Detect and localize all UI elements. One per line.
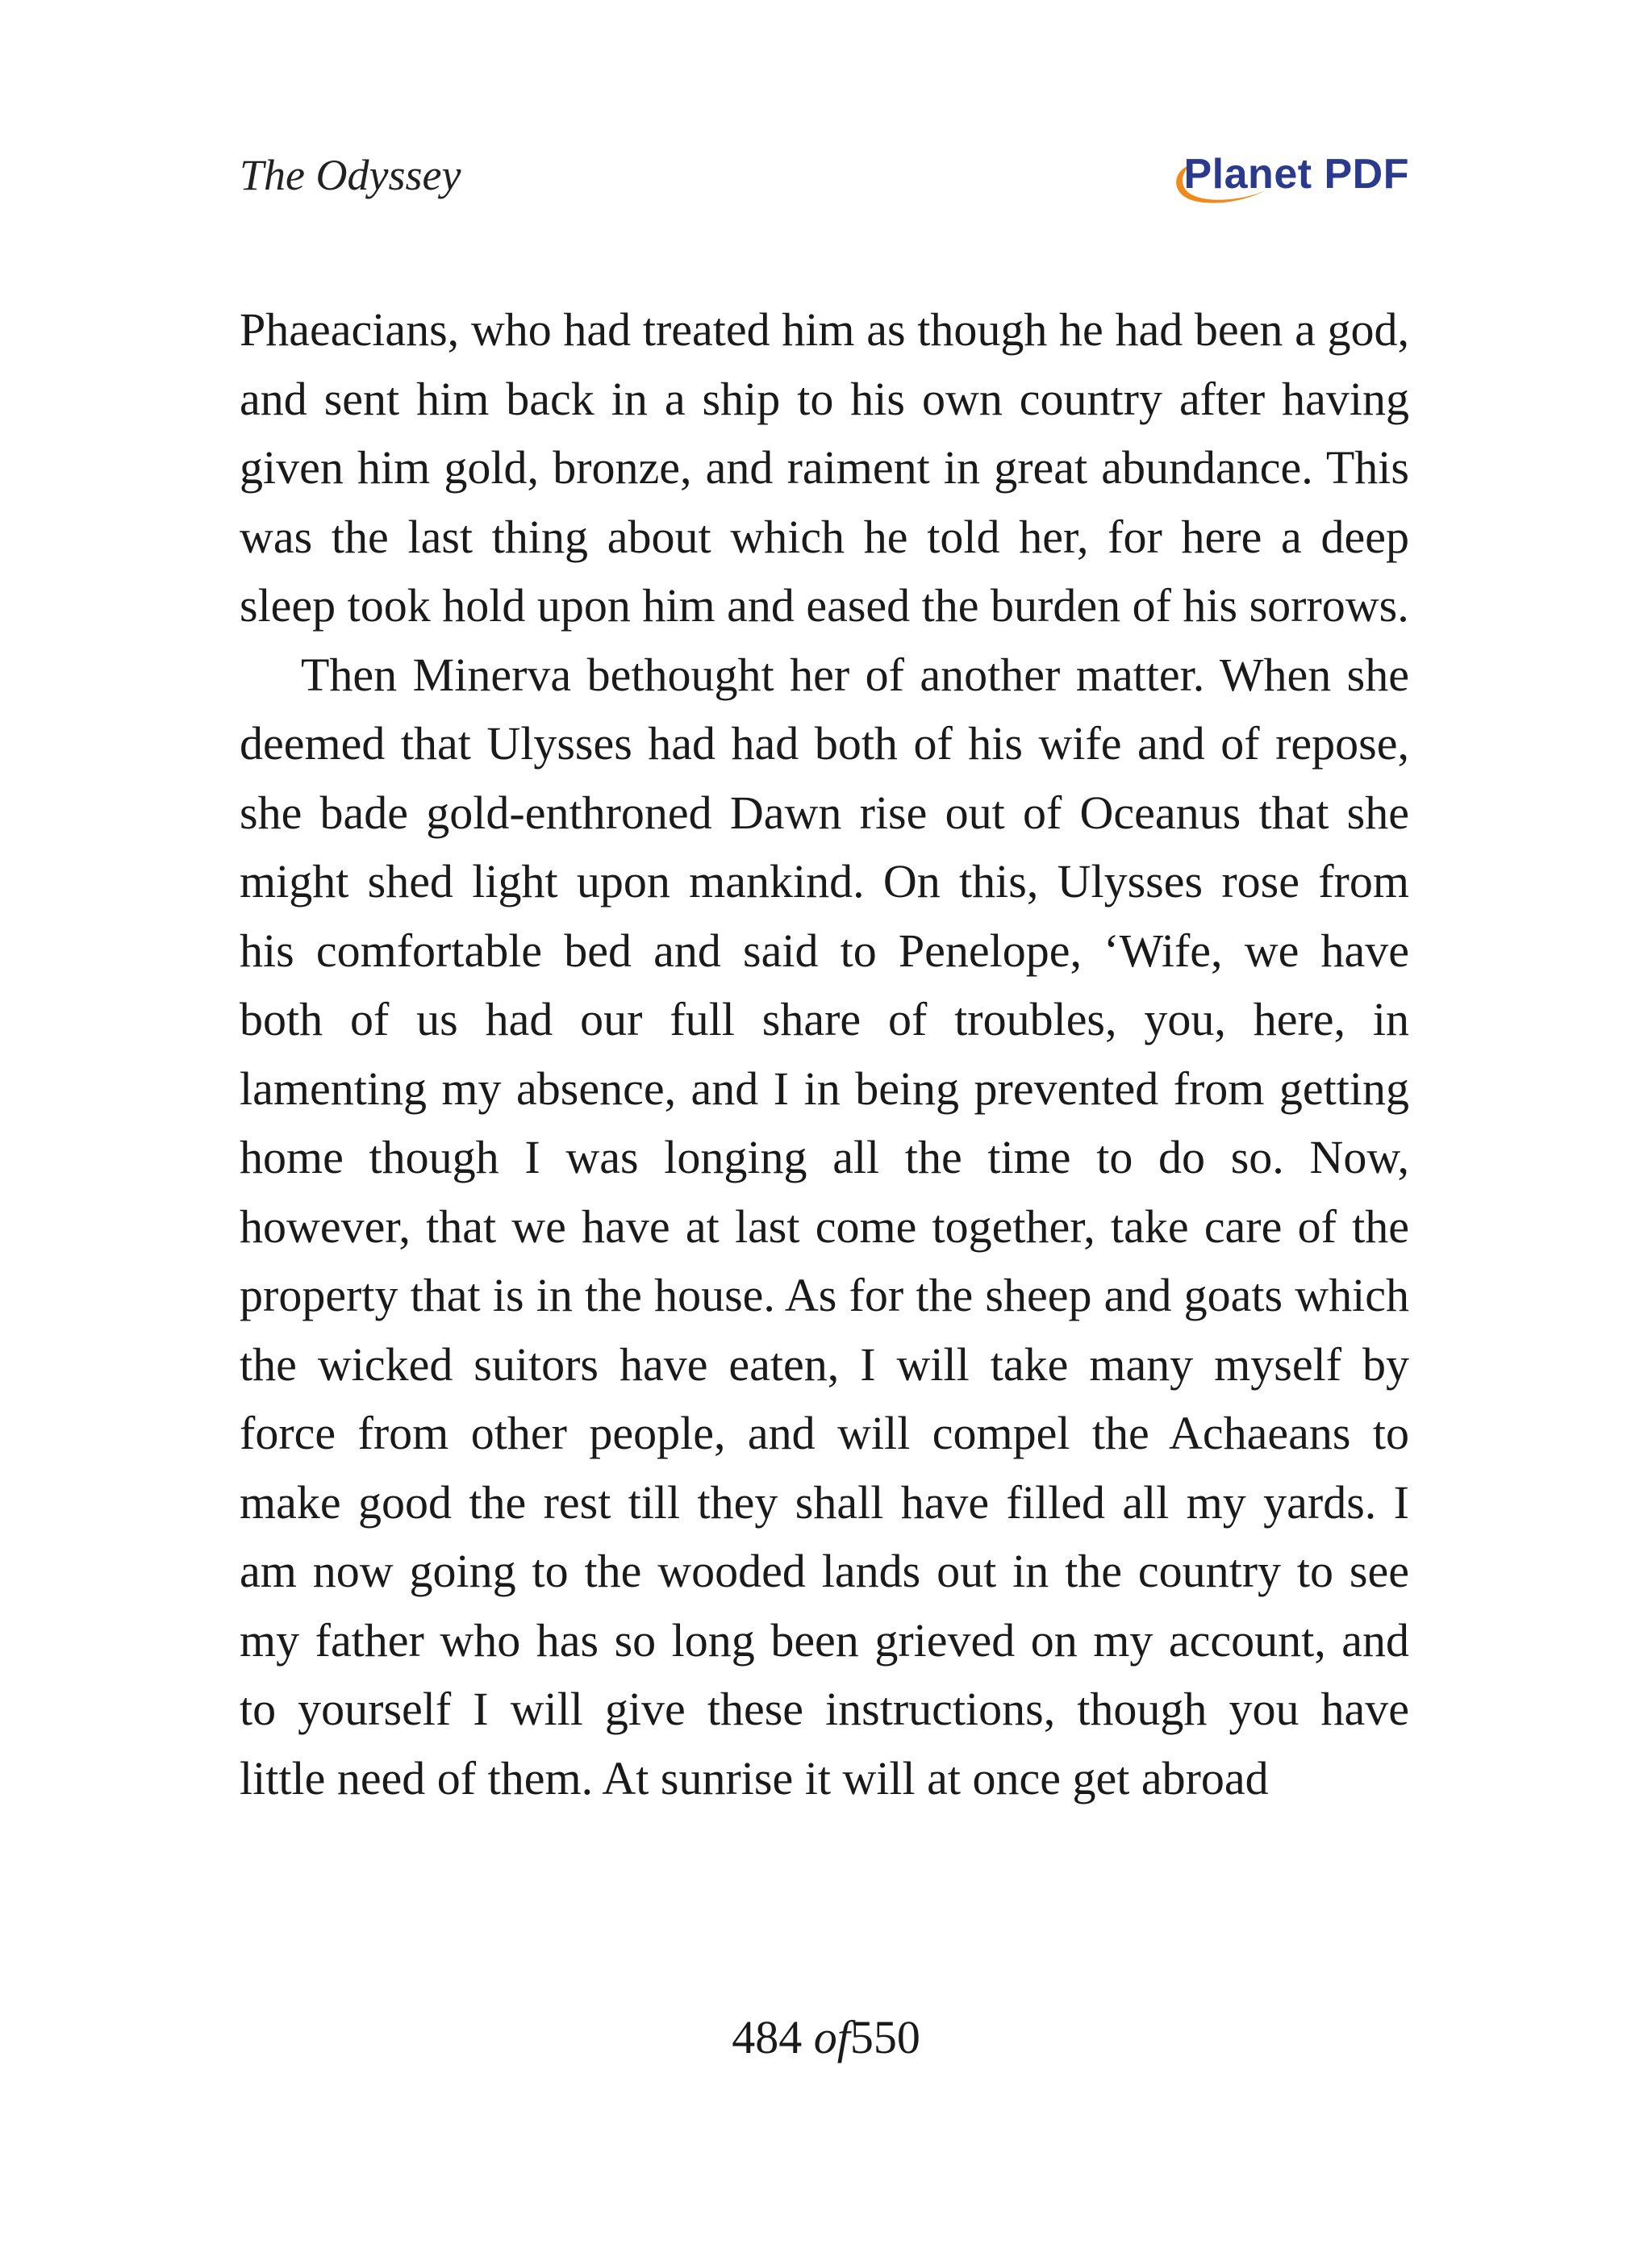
page-body: [240, 295, 1409, 1813]
page-of-label: of: [813, 2011, 850, 2063]
page-header: [240, 144, 1409, 216]
planet-pdf-logo: [1167, 144, 1409, 216]
current-page-number: 484: [732, 2011, 803, 2063]
paragraph: Then Minerva bethought her of another matter. When she deemed that Ulysses had had both of his wife and of repose, she bade gold-enthroned Dawn rise out of Oceanus that she might shed light upon mankind. On this, Ulysses rose from his comfortable bed and said to Penelope, ‘Wife, we have both of us had our full share of troubles, you, here, in lamenting my absence, and I in being prevented from getting home though I was longing all the time to do so. Now, however, that we have at last come together, take care of the property that is in the house. As for the sheep and goats which the wicked suitors have eaten, I will take many myself by force from other people, and will compel the Achaeans to make good the rest till they shall have filled all my yards. I am now going to the wooded lands out in the country to see my father who has so long been grieved on my account, and to yourself I will give these instructions, though you have little need of them. At sunrise it will at once get abroad: [240, 648, 1409, 1804]
total-pages-number: 550: [849, 2011, 920, 2063]
page-number: [0, 2011, 1652, 2063]
paragraph: Phaeacians, who had treated him as though he had been a god, and sent him back in a ship to his own country after having given him gold, bronze, and raiment in great abundance. This was the last thing about which he told her, for here a deep sleep took hold upon him and eased the burden of his sorrows.: [240, 303, 1409, 632]
book-title: The Odyssey: [240, 151, 461, 199]
logo-text: Planet PDF: [1183, 151, 1409, 198]
